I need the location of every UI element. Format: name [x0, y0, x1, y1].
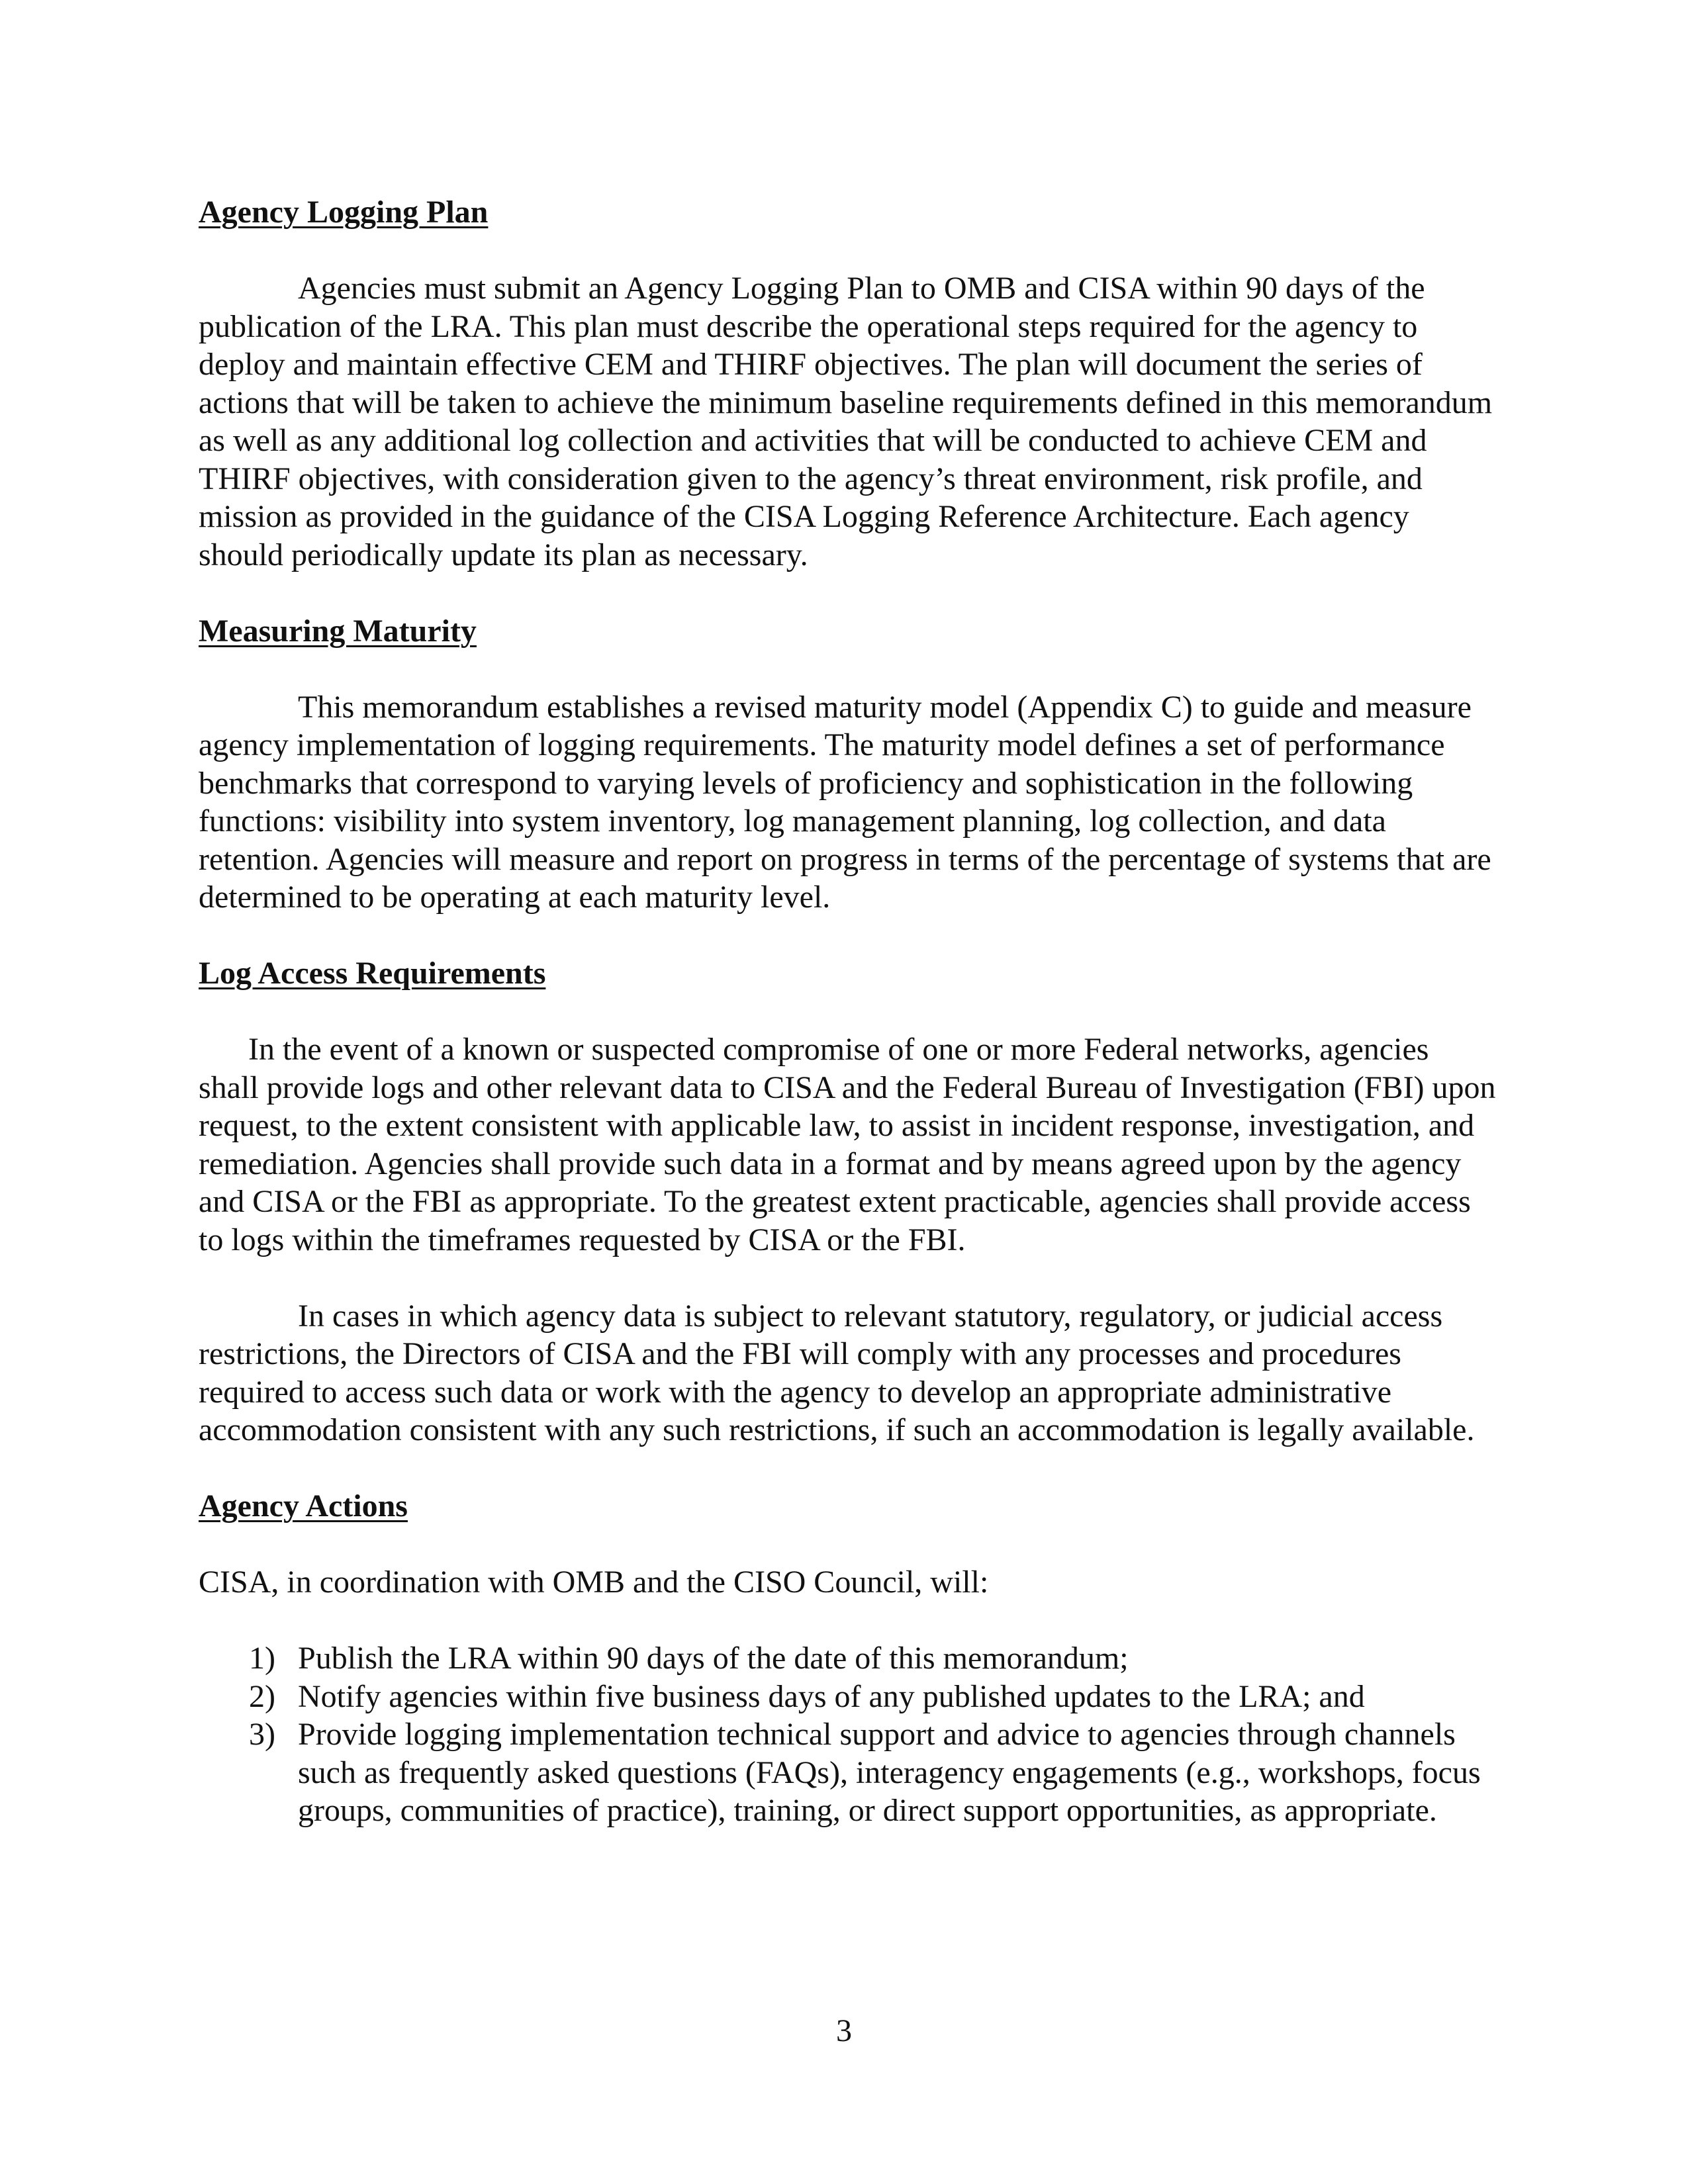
- list-item: [199, 1678, 1496, 1716]
- agency-actions-list: [199, 1639, 1496, 1830]
- paragraph-log-access-1: In the event of a known or suspected compromise of one or more Federal networks, agencies shall provide logs and other relevant data to CISA and the Federal Bureau of Investigation (FBI) upon request, to the extent consistent with applicable law, to assist in incident response, investigation, and remediation. Agencies shall provide such data in a format and by means agreed upon by the agency and CISA or the FBI as appropriate. To the greatest extent practicable, agencies shall provide access to logs within the timeframes requested by CISA or the FBI.: [199, 1032, 1496, 1257]
- section-heading-agency-actions: Agency Actions: [199, 1488, 408, 1524]
- spacer: [199, 1525, 1496, 1564]
- section-heading-log-access: Log Access Requirements: [199, 956, 546, 991]
- spacer: [199, 993, 1496, 1031]
- spacer: [199, 1259, 1496, 1297]
- paragraph-log-access-2: In cases in which agency data is subject to relevant statutory, regulatory, or judicial access restrictions, the Directors of CISA and the FBI will comply with any processes and procedures required to access such data or work with the agency to develop an appropriate administrative accommodation consistent with any such restrictions, if such an accommodation is legally available.: [199, 1298, 1475, 1447]
- section-heading-measuring-maturity: Measuring Maturity: [199, 613, 477, 649]
- agency-actions-intro: CISA, in coordination with OMB and the CISO Council, will:: [199, 1565, 989, 1600]
- spacer: [199, 232, 1496, 270]
- paragraph-measuring-maturity: This memorandum establishes a revised maturity model (Appendix C) to guide and measure agency implementation of logging requirements. The maturity model defines a set of performance benchmarks that correspond to varying levels of proficiency and sophistication in the following functions: visibility into system inventory, log management planning, log collection, and data retention. Agencies will measure and report on progress in terms of the percentage of systems that are determined to be operating at each maturity level.: [199, 689, 1491, 915]
- spacer: [199, 917, 1496, 955]
- spacer: [199, 574, 1496, 612]
- list-item-text: Provide logging implementation technical support and advice to agencies through channels such as frequently asked questions (FAQs), interagency engagements (e.g., workshops, focus groups, communities of practice), training, or direct support opportunities, as appropriate.: [298, 1717, 1481, 1828]
- list-item-number: 1): [249, 1641, 275, 1676]
- list-item: [199, 1639, 1496, 1678]
- page-number: 3: [836, 2013, 852, 2048]
- spacer: [199, 650, 1496, 688]
- list-item-text: Publish the LRA within 90 days of the date of this memorandum;: [298, 1641, 1129, 1676]
- list-item-number: 2): [249, 1678, 275, 1714]
- spacer: [199, 1449, 1496, 1488]
- list-item-text: Notify agencies within five business days of any published updates to the LRA; and: [298, 1678, 1365, 1714]
- spacer: [199, 1602, 1496, 1640]
- list-item: [199, 1715, 1496, 1830]
- list-item-number: 3): [249, 1717, 275, 1752]
- section-heading-logging-plan: Agency Logging Plan: [199, 195, 489, 230]
- page-body: [199, 193, 1496, 1830]
- paragraph-logging-plan: Agencies must submit an Agency Logging Plan to OMB and CISA within 90 days of the publication of the LRA. This plan must describe the operational steps required for the agency to deploy and maintain effective CEM and THIRF objectives. The plan will document the series of actions that will be taken to achieve the minimum baseline requirements defined in this memorandum as well as any additional log collection and activities that will be conducted to achieve CEM and THIRF objectives, with consideration given to the agency’s threat environment, risk profile, and mission as provided in the guidance of the CISA Logging Reference Architecture. Each agency should periodically update its plan as necessary.: [199, 271, 1493, 572]
